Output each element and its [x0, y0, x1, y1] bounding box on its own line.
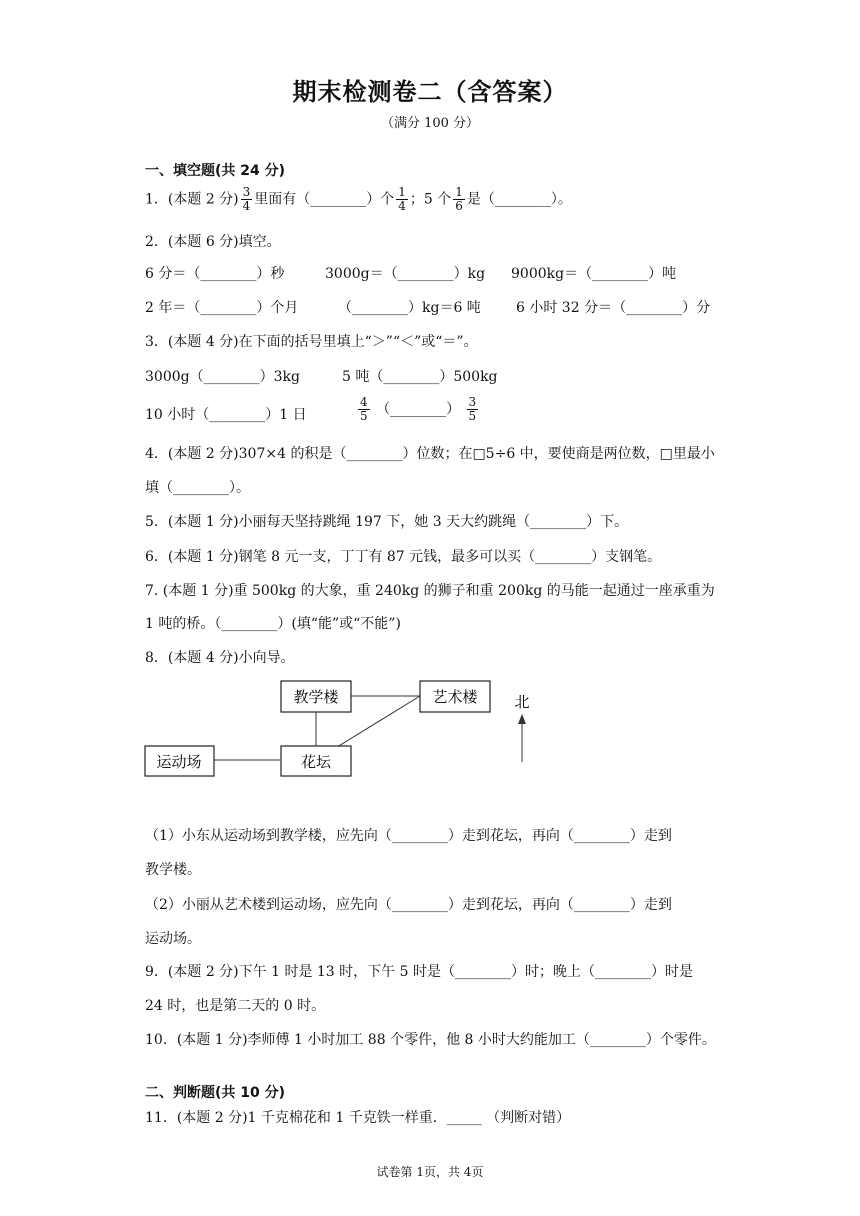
question-2-head: 2．(本题 6 分)填空。: [145, 234, 281, 250]
question-7-line2: 1 吨的桥。（________）(填“能”或“不能”): [145, 616, 401, 632]
question-3-head: 3．(本题 4 分)在下面的括号里填上“＞”“＜”或“＝”。: [145, 334, 478, 350]
denominator: 5: [360, 409, 368, 423]
numerator: 1: [455, 185, 463, 199]
denominator: 6: [455, 199, 463, 213]
fraction-1-4: [396, 186, 408, 213]
question-4-line1: 4．(本题 2 分)307×4 的积是（________）位数；在□5÷6 中，要使商是两位数，□里最小: [145, 446, 715, 462]
numerator: 3: [242, 185, 251, 199]
fraction-3-5: [467, 396, 479, 423]
question-10: 10．(本题 1 分)李师傅 1 小时加工 88 个零件，他 8 小时大约能加工（________）个零件。: [145, 1032, 716, 1048]
q3-item-c: 10 小时（________）1 日: [145, 407, 307, 423]
label-teaching-building: 教学楼: [293, 688, 339, 706]
numerator: 1: [398, 185, 406, 199]
north-arrow-icon: [518, 714, 526, 724]
q8-sub1-line1: （1）小东从运动场到教学楼，应先向（________）走到花坛，再向（________）走到: [145, 828, 672, 844]
section-true-false: 二、判断题(共 10 分): [145, 1085, 286, 1101]
numerator: 4: [360, 395, 368, 409]
q3-item-b: 5 吨（________）500kg: [342, 369, 498, 385]
q1-text-b: 里面有（________）个: [254, 191, 395, 208]
numerator: 3: [468, 395, 477, 409]
fraction-1-6: [453, 186, 465, 213]
q2-row1-col1: 6 分＝（________）秒: [145, 266, 285, 282]
q1-text-e: 是（________）。: [466, 191, 572, 208]
denominator: 5: [468, 409, 477, 423]
q2-row1-col3: 9000kg＝（________）吨: [511, 266, 677, 282]
q8-sub2-line1: （2）小丽从艺术楼到运动场，应先向（________）走到花坛，再向（________）走到: [145, 897, 672, 913]
north-label: 北: [514, 693, 530, 711]
q8-sub1-line2: 教学楼。: [145, 862, 201, 878]
denominator: 4: [398, 199, 406, 213]
label-sports-field: 运动场: [156, 753, 202, 771]
question-4-line2: 填（________）。: [145, 480, 250, 496]
question-9-line1: 9．(本题 2 分)下午 1 时是 13 时，下午 5 时是（________）时；晚上（________）时是: [145, 964, 693, 980]
page-footer: 试卷第 1页，共 4页: [376, 1165, 484, 1179]
q2-row2-col3: 6 小时 32 分＝（________）分: [516, 300, 711, 316]
q8-sub2-line2: 运动场。: [145, 931, 201, 947]
q2-row2-col2: （________）kg＝6 吨: [338, 300, 481, 316]
q2-row1-col2: 3000g＝（________）kg: [325, 266, 486, 282]
page-title: 期末检测卷二（含答案）: [292, 78, 568, 106]
denominator: 4: [242, 199, 251, 213]
fraction-3-4: [241, 186, 253, 213]
question-5: 5．(本题 1 分)小丽每天坚持跳绳 197 下，她 3 天大约跳绳（________）下。: [145, 514, 629, 530]
label-art-building: 艺术楼: [432, 688, 478, 706]
question-6: 6．(本题 1 分)钢笔 8 元一支，丁丁有 87 元钱，最多可以买（________）支钢笔。: [145, 549, 662, 565]
q2-row2-col1: 2 年＝（________）个月: [145, 300, 299, 316]
q1-text-a: 1．(本题 2 分): [145, 191, 239, 208]
direction-map: [140, 674, 540, 784]
question-8-head: 8．(本题 4 分)小向导。: [145, 650, 295, 666]
question-1: [145, 186, 572, 213]
fraction-4-5: [358, 396, 370, 423]
q3-item-d: [356, 396, 480, 423]
q3-blank: （________）: [376, 401, 461, 418]
section-fill-blank: 一、填空题(共 24 分): [145, 163, 286, 179]
page-subtitle: （满分 100 分）: [380, 116, 480, 131]
q3-item-a: 3000g（________）3kg: [145, 369, 300, 385]
label-flower-bed: 花坛: [300, 753, 332, 771]
question-7-line1: 7. (本题 1 分)重 500kg 的大象，重 240kg 的狮子和重 200kg 的马能一起通过一座承重为: [145, 583, 715, 599]
question-9-line2: 24 时，也是第二天的 0 时。: [145, 998, 326, 1014]
q1-text-c: ；5 个: [409, 191, 452, 208]
question-11: 11．(本题 2 分)1 千克棉花和 1 千克铁一样重．_____ （判断对错）: [145, 1110, 571, 1126]
